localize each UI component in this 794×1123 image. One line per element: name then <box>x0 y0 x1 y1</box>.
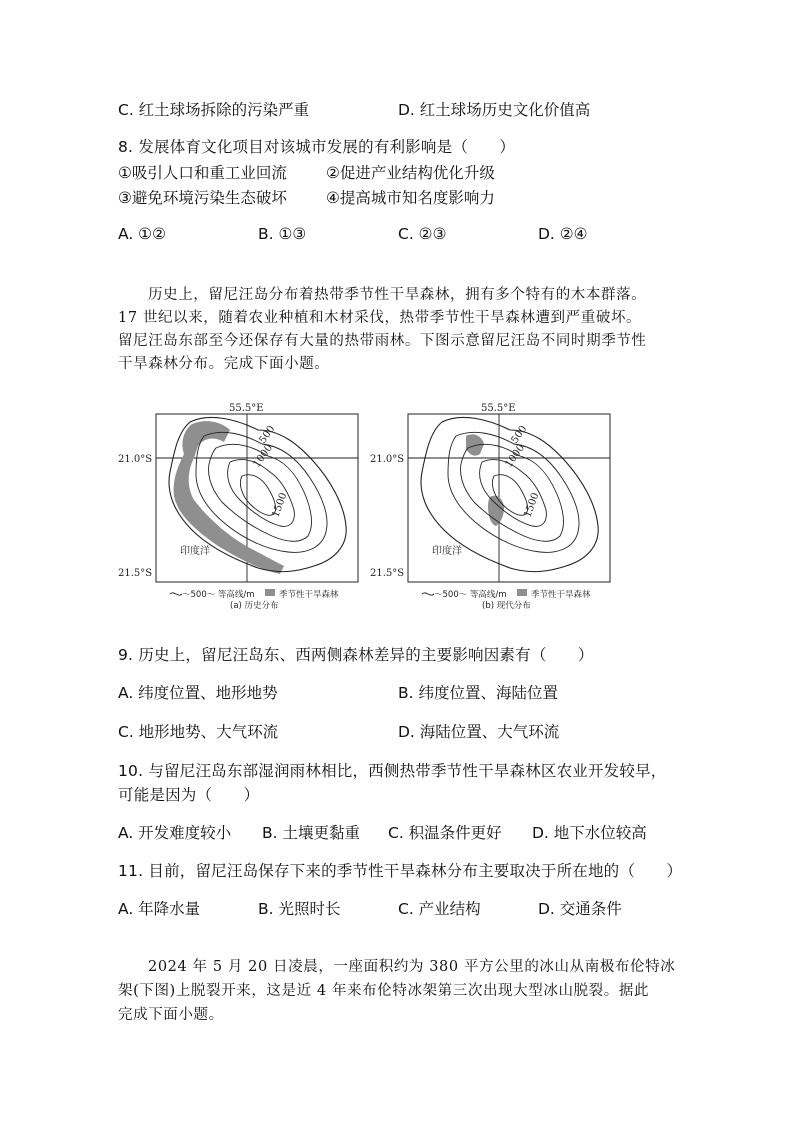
contour-label-1500: 1500 <box>522 491 542 520</box>
passage1-line-2: 17 世纪以来，随着农业种植和木材采伐，热带季节性干旱森林遭到严重破坏。 <box>118 310 642 326</box>
longitude-label: 55.5°E <box>481 403 516 414</box>
caption-b: (b) 现代分布 <box>482 601 531 610</box>
legend-forest-swatch <box>517 589 527 596</box>
latitude-label-bottom: 21.5°S <box>118 568 153 579</box>
latitude-label-bottom: 21.5°S <box>370 568 405 579</box>
q8-item-1: ①吸引人口和重工业回流 <box>118 164 287 182</box>
q10-option-b: B. 土壤更黏重 <box>262 824 360 842</box>
map-historical <box>118 400 364 610</box>
legend-contour: ～500～ 等高线/m <box>434 590 507 600</box>
map-modern <box>370 400 616 610</box>
q10-stem-line-1: 10. 与留尼汪岛东部湿润雨林相比，西侧热带季节性干旱森林区农业开发较早， <box>118 762 667 780</box>
ocean-label: 印度洋 <box>180 546 210 557</box>
caption-a: (a) 历史分布 <box>230 601 279 610</box>
q10-option-a: A. 开发难度较小 <box>118 824 232 842</box>
q11-option-b: B. 光照时长 <box>258 900 341 918</box>
contour-inner <box>240 475 275 516</box>
q8-item-4: ④提高城市知名度影响力 <box>326 189 495 207</box>
dry-forest-patch <box>466 434 484 455</box>
contour-label-500: 500 <box>257 423 278 446</box>
passage1-line-3: 留尼汪岛东部至今还保存有大量的热带雨林。下图示意留尼汪岛不同时期季节性 <box>118 333 647 349</box>
legend-contour-swatch <box>422 593 434 595</box>
contour-label-1000: 1000 <box>503 442 528 470</box>
latitude-label-top: 21.0°S <box>370 454 405 465</box>
q8-item-2: ②促进产业结构优化升级 <box>326 164 495 182</box>
q8-stem: 8. 发展体育文化项目对该城市发展的有利影响是（ ） <box>118 138 516 156</box>
q8-option-b: B. ①③ <box>258 225 307 243</box>
ocean-label: 印度洋 <box>432 546 462 557</box>
passage1-line-1: 历史上，留尼汪岛分布着热带季节性干旱森林，拥有多个特有的木本群落。 <box>148 287 647 303</box>
q7-option-d: D. 红土球场历史文化价值高 <box>398 101 591 119</box>
legend-forest: 季节性干旱森林 <box>531 590 591 600</box>
contour-label-1000: 1000 <box>251 442 276 470</box>
q9-option-c: C. 地形地势、大气环流 <box>118 723 279 741</box>
q8-option-a: A. ①② <box>118 225 166 243</box>
legend-forest: 季节性干旱森林 <box>279 590 339 600</box>
q9-option-d: D. 海陆位置、大气环流 <box>398 723 560 741</box>
dry-forest-patch <box>488 496 504 526</box>
passage2-line-1: 2024 年 5 月 20 日凌晨，一座面积约为 380 平方公里的冰山从南极布伦特冰 <box>148 959 676 975</box>
q8-option-c: C. ②③ <box>398 225 447 243</box>
q11-option-c: C. 产业结构 <box>398 900 481 918</box>
contour-label-500: 500 <box>509 423 530 446</box>
passage1-line-4: 干旱森林分布。完成下面小题。 <box>118 356 330 372</box>
q10-option-c: C. 积温条件更好 <box>388 824 502 842</box>
q10-stem-line-2: 可能是因为（ ） <box>118 786 260 804</box>
legend-forest-swatch <box>265 589 275 596</box>
passage2-line-3: 完成下面小题。 <box>118 1007 224 1023</box>
latitude-label-top: 21.0°S <box>118 454 153 465</box>
q9-stem: 9. 历史上，留尼汪岛东、西两侧森林差异的主要影响因素有（ ） <box>118 646 594 664</box>
longitude-label: 55.5°E <box>229 403 264 414</box>
q8-option-d: D. ②④ <box>538 225 588 243</box>
legend-contour-swatch <box>170 593 182 595</box>
q8-item-3: ③避免环境污染生态破坏 <box>118 189 287 207</box>
contour-label-1500: 1500 <box>270 491 290 520</box>
passage2-line-2: 架(下图)上脱裂开来，这是近 4 年来布伦特冰架第三次出现大型冰山脱裂。据此 <box>118 983 650 999</box>
q11-option-d: D. 交通条件 <box>538 900 622 918</box>
q9-option-a: A. 纬度位置、地形地势 <box>118 684 278 702</box>
q11-option-a: A. 年降水量 <box>118 900 201 918</box>
q11-stem: 11. 目前，留尼汪岛保存下来的季节性干旱森林分布主要取决于所在地的（ ） <box>118 862 683 880</box>
q9-option-b: B. 纬度位置、海陆位置 <box>398 684 558 702</box>
legend-contour: ～500～ 等高线/m <box>182 590 255 600</box>
q10-option-d: D. 地下水位较高 <box>532 824 647 842</box>
q7-option-c: C. 红土球场拆除的污染严重 <box>118 101 310 119</box>
contour-1500 <box>228 460 295 527</box>
